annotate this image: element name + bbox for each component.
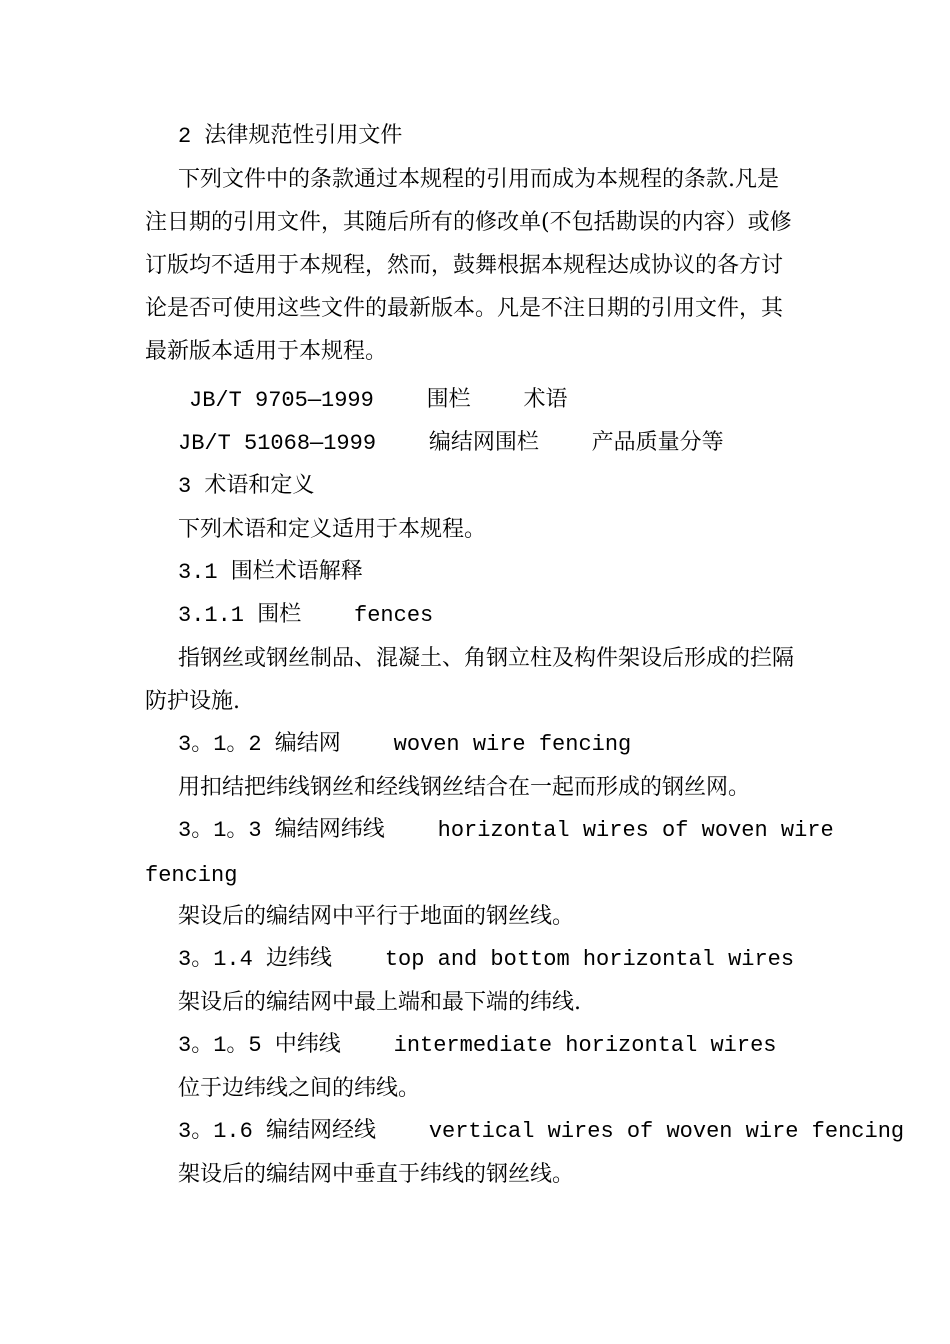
term-heading: 3。1。2 编结网 woven wire fencing <box>178 732 632 757</box>
reference-item: JB/T 51068—1999 编结网围栏 产品质量分等 <box>178 431 724 456</box>
subsection-heading: 3.1 围栏术语解释 <box>178 560 363 585</box>
definition-line: 架设后的编结网中垂直于纬线的钢丝线。 <box>178 1162 575 1187</box>
definition-line: 指钢丝或钢丝制品、混凝土、角钢立柱及构件架设后形成的拦隔 <box>178 646 795 671</box>
definition-line: 用扣结把纬线钢丝和经线钢丝结合在一起而形成的钢丝网。 <box>178 775 751 800</box>
term-heading: 3。1.6 编结网经线 vertical wires of woven wire fencing <box>178 1119 905 1144</box>
reference-item: JB/T 9705—1999 围栏 术语 <box>189 388 568 413</box>
paragraph-line: 论是否可使用这些文件的最新版本。凡是不注日期的引用文件，其 <box>145 296 784 321</box>
paragraph-line: 注日期的引用文件，其随后所有的修改单(不包括勘误的内容）或修 <box>145 210 792 235</box>
paragraph-line: 下列文件中的条款通过本规程的引用而成为本规程的条款.凡是 <box>178 167 779 192</box>
definition-line: 防护设施. <box>145 689 240 714</box>
paragraph-line: 下列术语和定义适用于本规程。 <box>178 517 487 542</box>
term-heading-continuation: fencing <box>145 863 238 888</box>
definition-line: 架设后的编结网中最上端和最下端的纬线. <box>178 990 581 1015</box>
section-heading-3: 3 术语和定义 <box>178 474 315 499</box>
term-heading: 3。1.4 边纬线 top and bottom horizontal wires <box>178 947 795 972</box>
term-heading: 3。1。3 编结网纬线 horizontal wires of woven wire <box>178 818 834 843</box>
section-heading-2: 2 法律规范性引用文件 <box>178 124 403 149</box>
term-heading: 3。1。5 中纬线 intermediate horizontal wires <box>178 1033 777 1058</box>
definition-line: 架设后的编结网中平行于地面的钢丝线。 <box>178 904 575 929</box>
paragraph-line: 订版均不适用于本规程，然而，鼓舞根据本规程达成协议的各方讨 <box>145 253 784 278</box>
paragraph-line: 最新版本适用于本规程。 <box>145 339 388 364</box>
term-heading: 3.1.1 围栏 fences <box>178 603 434 628</box>
definition-line: 位于边纬线之间的纬线。 <box>178 1076 421 1101</box>
